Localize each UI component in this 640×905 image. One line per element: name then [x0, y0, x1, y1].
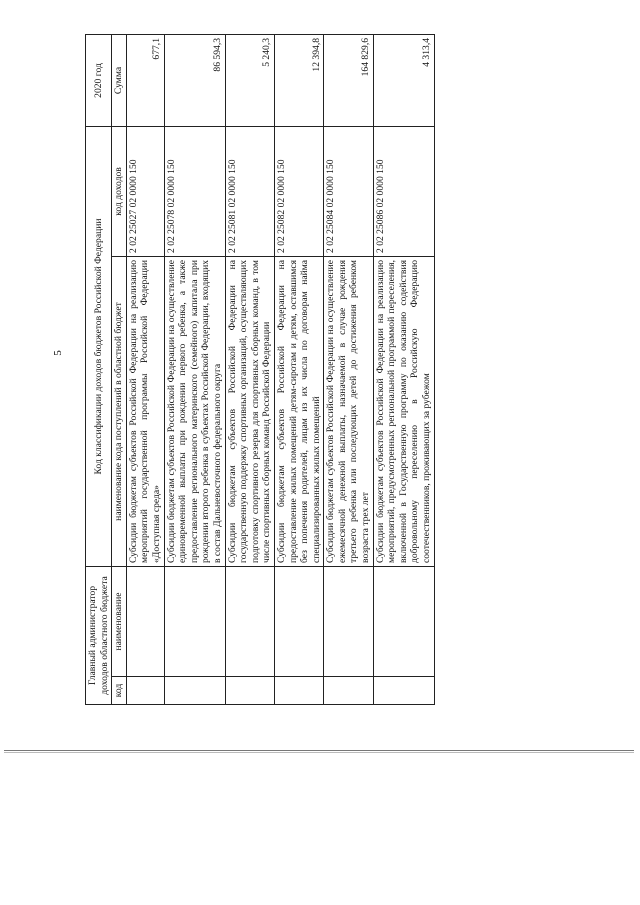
income-name-cell: Субсидии бюджетам субъектов Российской Федерации на государственную поддержку спортивных организаций, осуществляющих подготовку спортивного резерва для спортивных сборных команд, в том числе спортивных сборных команд Российской Федерации: [225, 257, 274, 567]
income-name-cell: Субсидии бюджетам субъектов Российской Федерации на реализацию мероприятий, предусмотренных региональной программой переселения, включенной в Государственную программу по оказанию содействия добровольному переселению в Российскую Федерацию соотечественников, проживающих за рубежом: [373, 257, 434, 567]
header-naimenovanie: наименование: [112, 567, 127, 677]
header-row-2: [112, 34, 127, 704]
table-row: [164, 34, 225, 704]
admin-name-cell: [324, 567, 373, 677]
income-code-cell: 2 02 25078 02 0000 150: [164, 126, 225, 256]
amount-cell: 677,1: [126, 34, 164, 126]
amount-cell: 4 313,4: [373, 34, 434, 126]
table-row: [126, 34, 164, 704]
header-kod: код: [112, 677, 127, 705]
admin-name-cell: [225, 567, 274, 677]
amount-cell: 12 394,8: [274, 34, 323, 126]
amount-cell: 5 240,3: [225, 34, 274, 126]
income-code-cell: 2 02 25084 02 0000 150: [324, 126, 373, 256]
header-classification-group: Код классификации доходов бюджетов Российской Федерации: [86, 126, 112, 566]
income-code-cell: 2 02 25086 02 0000 150: [373, 126, 434, 256]
income-name-cell: Субсидии бюджетам субъектов Российской Федерации на осуществление единовременной выплаты при рождении первого ребенка, а также предоставление регионального материнского (семейного) капитала при рождении второго ребенка в субъектах Российской Федерации, входящих в состав Дальневосточного федерального округа: [164, 257, 225, 567]
rotated-page-content: [85, 35, 555, 705]
income-name-cell: Субсидии бюджетам субъектов Российской Федерации на реализацию мероприятий государственной программы Российской Федерации «Доступная среда»: [126, 257, 164, 567]
admin-code-cell: [126, 677, 164, 705]
admin-code-cell: [164, 677, 225, 705]
income-table: [85, 34, 435, 705]
amount-cell: 86 594,3: [164, 34, 225, 126]
table-row: [324, 34, 373, 704]
income-code-cell: 2 02 25082 02 0000 150: [274, 126, 323, 256]
admin-name-cell: [274, 567, 323, 677]
admin-code-cell: [324, 677, 373, 705]
header-row-1: [86, 34, 112, 704]
admin-code-cell: [274, 677, 323, 705]
income-code-cell: 2 02 25081 02 0000 150: [225, 126, 274, 256]
header-income-name: наименование кода поступлений в областной бюджет: [112, 257, 127, 567]
header-year: 2020 год: [86, 34, 112, 126]
admin-code-cell: [373, 677, 434, 705]
income-name-cell: Субсидии бюджетам субъектов Российской Федерации на осуществление ежемесячной денежной выплаты, назначаемой в случае рождения третьего ребенка или последующих детей до достижения ребенком возраста трех лет: [324, 257, 373, 567]
scan-edge-line: [4, 750, 634, 751]
income-code-cell: 2 02 25027 02 0000 150: [126, 126, 164, 256]
scan-edge-line: [4, 752, 634, 753]
page-number: 5: [51, 350, 64, 356]
income-name-cell: Субсидии бюджетам субъектов Российской Федерации на предоставление жилых помещений детям-сиротам и детям, оставшимся без попечения родителей, лицам из их числа по договорам найма специализированных жилых помещений: [274, 257, 323, 567]
table-row: [225, 34, 274, 704]
table-row: [274, 34, 323, 704]
admin-name-cell: [126, 567, 164, 677]
amount-cell: 164 829,6: [324, 34, 373, 126]
admin-name-cell: [373, 567, 434, 677]
header-sum: Сумма: [112, 34, 127, 126]
header-income-code: код доходов: [112, 126, 127, 256]
table-row: [373, 34, 434, 704]
admin-code-cell: [225, 677, 274, 705]
admin-name-cell: [164, 567, 225, 677]
header-admin-group: Главный администратор доходов областного бюджета: [86, 567, 112, 705]
